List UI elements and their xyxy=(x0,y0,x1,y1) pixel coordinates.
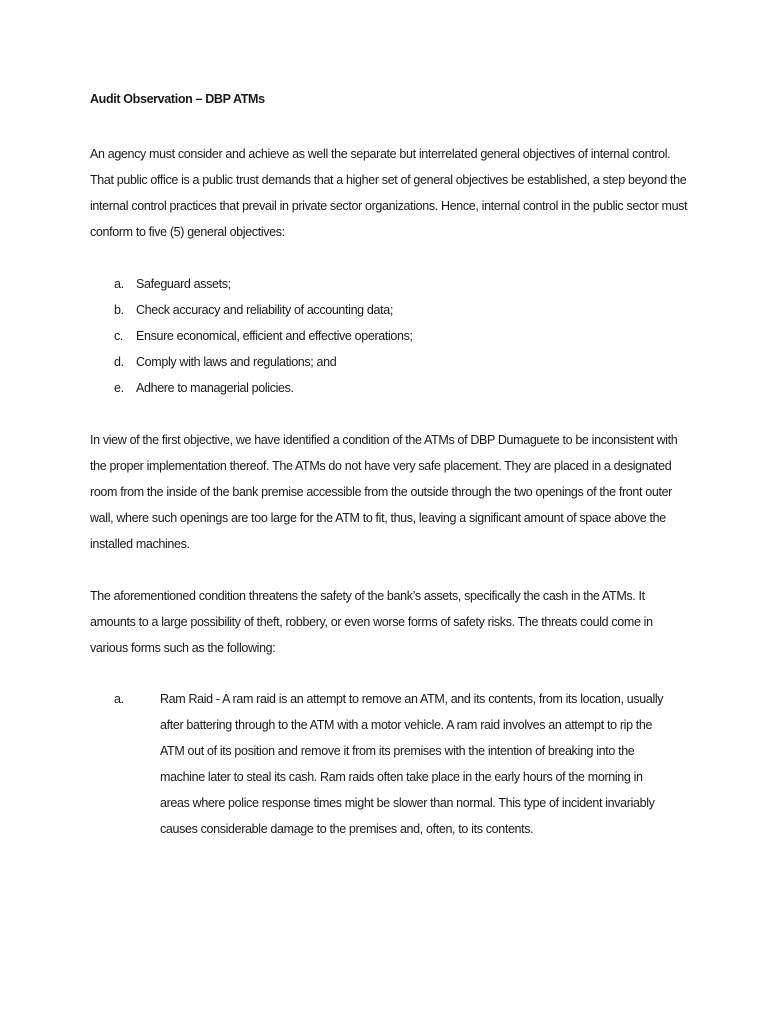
list-marker: a. xyxy=(114,277,124,291)
list-item-text: Check accuracy and reliability of accounting data; xyxy=(136,303,393,317)
threat-paragraph: The aforementioned condition threatens the safety of the bank’s assets, specifically the cash in the ATMs. It amounts to a large possibility of theft, robbery, or even worse forms of safety risks. The threats could come in various forms such as the following: xyxy=(90,589,653,655)
objectives-list xyxy=(90,271,413,401)
list-marker: b. xyxy=(114,303,124,317)
list-item xyxy=(90,271,413,297)
list-item xyxy=(90,323,413,349)
document-title: Audit Observation – DBP ATMs xyxy=(90,92,265,106)
list-item xyxy=(90,375,413,401)
list-marker: c. xyxy=(114,329,124,343)
condition-paragraph: In view of the first objective, we have identified a condition of the ATMs of DBP Dumaguete to be inconsistent with the proper implementation thereof. The ATMs do not have very safe placement. They are placed in a designated room from the inside of the bank premise accessible from the outside through the two openings of the front outer wall, where such openings are too large for the ATM to fit, thus, leaving a significant amount of space above the installed machines. xyxy=(90,433,678,551)
list-item xyxy=(90,349,413,375)
threats-list xyxy=(114,686,674,842)
intro-paragraph: An agency must consider and achieve as well the separate but interrelated general objectives of internal control. That public office is a public trust demands that a higher set of general objectives be established, a step beyond the internal control practices that prevail in private sector organizations. Hence, internal control in the public sector must conform to five (5) general objectives: xyxy=(90,147,688,239)
list-marker: e. xyxy=(114,381,124,395)
list-item xyxy=(90,297,413,323)
list-item-text: Safeguard assets; xyxy=(136,277,231,291)
list-item-text: Adhere to managerial policies. xyxy=(136,381,294,395)
list-item-text: Ram Raid - A ram raid is an attempt to remove an ATM, and its contents, from its location, usually after battering through to the ATM with a motor vehicle. A ram raid involves an attempt to rip the ATM out of its position and remove it from its premises with the intention of breaking into the machine later to steal its cash. Ram raids often take place in the early hours of the morning in areas where police response times might be slower than normal. This type of incident invariably causes considerable damage to the premises and, often, to its contents. xyxy=(160,692,664,836)
list-marker: d. xyxy=(114,355,124,369)
list-marker: a. xyxy=(114,692,124,706)
list-item-text: Ensure economical, efficient and effective operations; xyxy=(136,329,413,343)
list-item xyxy=(114,686,674,842)
list-item-text: Comply with laws and regulations; and xyxy=(136,355,337,369)
